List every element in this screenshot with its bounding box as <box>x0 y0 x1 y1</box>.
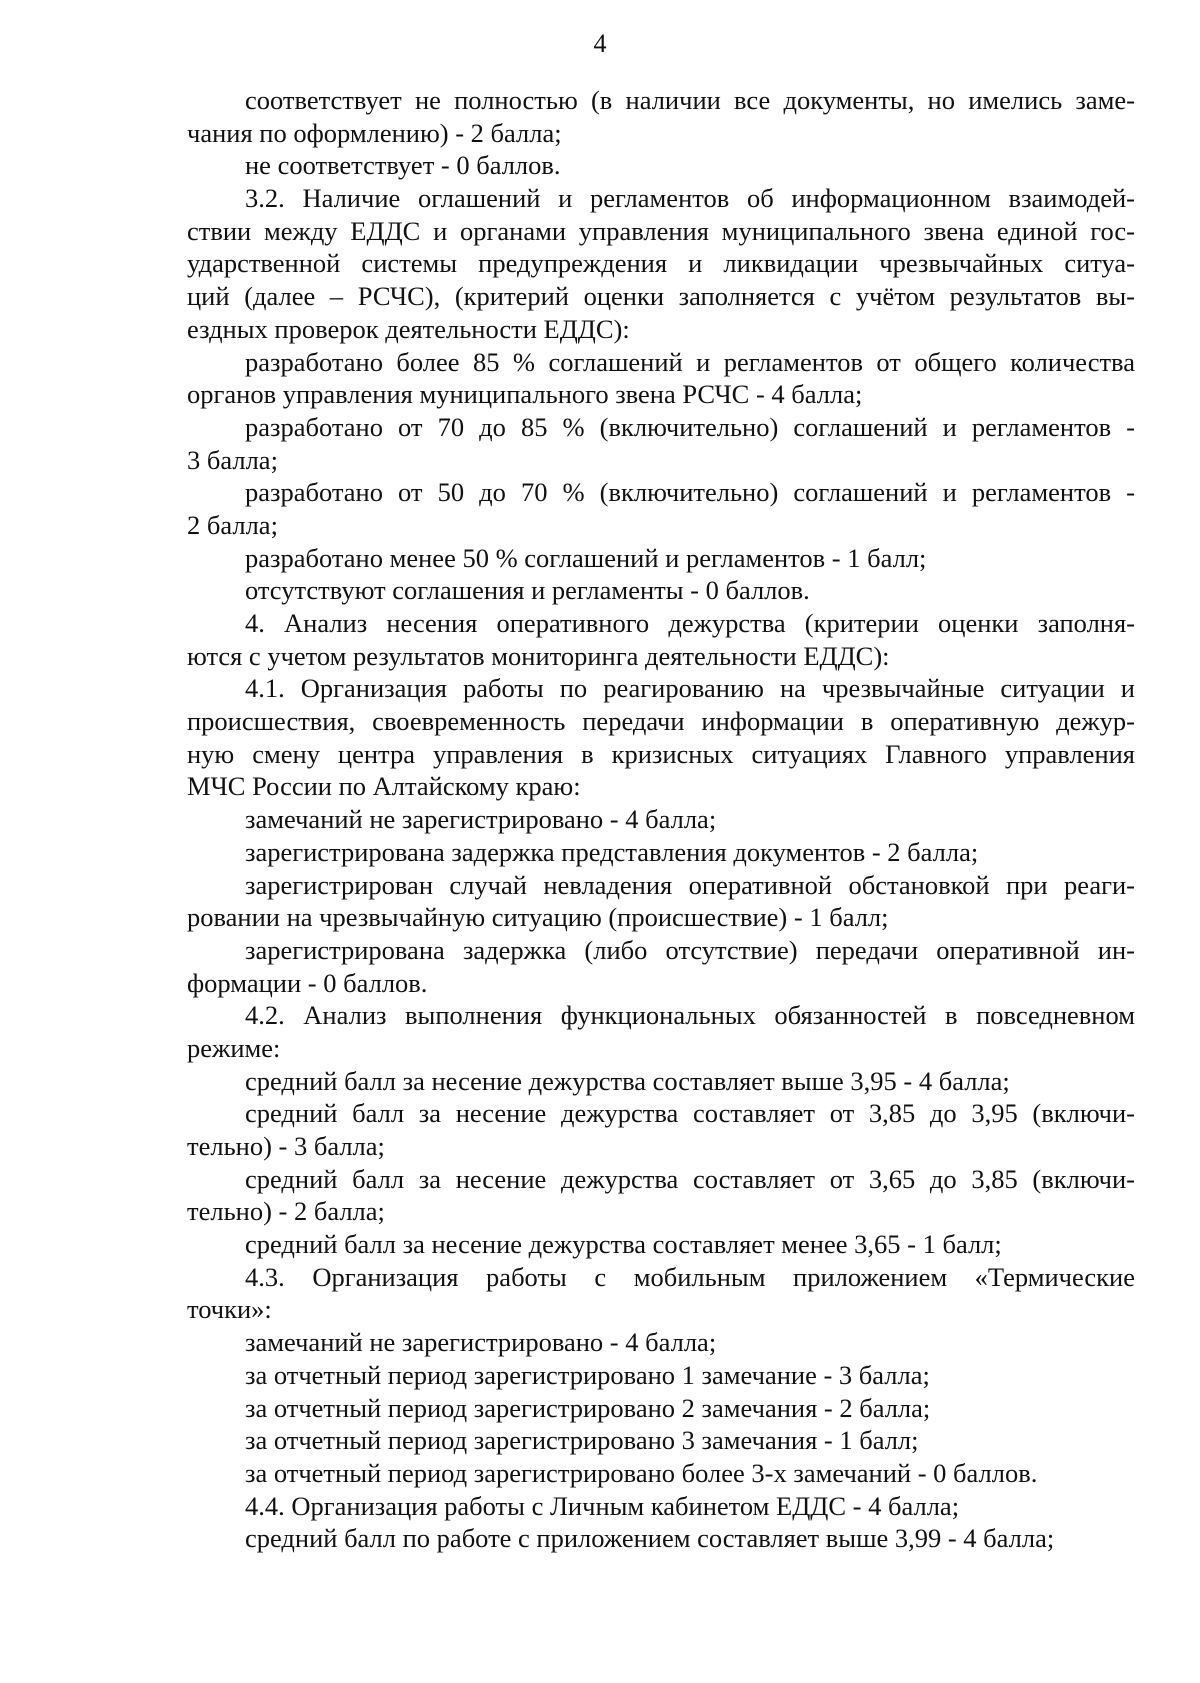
text-line: точки»: <box>187 1294 272 1325</box>
text-line: ствии между ЕДДС и органами управления муниципального звена единой гос- <box>187 215 1135 246</box>
text-line: средний балл за несение дежурства составляет от 3,85 до 3,95 (включи- <box>245 1098 1135 1129</box>
text-line: замечаний не зарегистрировано - 4 балла; <box>245 804 717 835</box>
text-line: средний балл за несение дежурства составляет менее 3,65 - 1 балл; <box>245 1229 1002 1260</box>
text-line: средний балл за несение дежурства составляет от 3,65 до 3,85 (включи- <box>245 1163 1135 1194</box>
text-line: режиме: <box>187 1032 281 1063</box>
text-line: ются с учетом результатов мониторинга деятельности ЕДДС): <box>187 640 890 671</box>
text-line: замечаний не зарегистрировано - 4 балла; <box>245 1327 717 1358</box>
text-line: 4.1. Организация работы по реагированию на чрезвычайные ситуации и <box>245 673 1135 704</box>
document-body <box>187 84 1135 1555</box>
text-line: не соответствует - 0 баллов. <box>245 150 561 181</box>
text-line: тельно) - 3 балла; <box>187 1131 385 1161</box>
text-line: разработано от 50 до 70 % (включительно) соглашений и регламентов - <box>245 477 1135 508</box>
text-line: разработано от 70 до 85 % (включительно) соглашений и регламентов - <box>245 411 1135 442</box>
text-line: ударственной системы предупреждения и ликвидации чрезвычайных ситуа- <box>187 248 1135 279</box>
text-line: 4.2. Анализ выполнения функциональных обязанностей в повседневном <box>245 1000 1135 1031</box>
text-line: 4.3. Организация работы с мобильным приложением «Термические <box>245 1261 1135 1292</box>
page-number: 4 <box>593 29 607 58</box>
text-line: зарегистрирована задержка представления документов - 2 балла; <box>245 836 979 867</box>
text-line: за отчетный период зарегистрировано 2 замечания - 2 балла; <box>245 1392 931 1423</box>
text-line: органов управления муниципального звена РСЧС - 4 балла; <box>187 379 863 410</box>
text-line: 4. Анализ несения оперативного дежурства (критерии оценки заполня- <box>245 608 1135 638</box>
text-line: за отчетный период зарегистрировано 3 замечания - 1 балл; <box>245 1425 919 1456</box>
text-line: происшествия, своевременность передачи информации в оперативную дежур- <box>187 706 1135 737</box>
text-line: МЧС России по Алтайскому краю: <box>187 771 581 802</box>
text-line: разработано менее 50 % соглашений и регламентов - 1 балл; <box>245 542 927 573</box>
text-line: 2 балла; <box>187 509 278 540</box>
text-line: тельно) - 2 балла; <box>187 1196 385 1227</box>
text-line: ездных проверок деятельности ЕДДС): <box>187 313 630 344</box>
text-line: чания по оформлению) - 2 балла; <box>187 117 562 148</box>
text-line: зарегистрирован случай невладения оперативной обстановкой при реаги- <box>245 869 1135 900</box>
text-line: 3 балла; <box>187 444 278 475</box>
text-line: зарегистрирована задержка (либо отсутствие) передачи оперативной ин- <box>245 934 1135 965</box>
text-line: за отчетный период зарегистрировано более 3-х замечаний - 0 баллов. <box>245 1457 1038 1488</box>
text-line: формации - 0 баллов. <box>187 967 428 998</box>
text-line: ную смену центра управления в кризисных ситуациях Главного управления <box>187 738 1135 769</box>
text-line: средний балл за несение дежурства составляет выше 3,95 - 4 балла; <box>245 1065 1010 1096</box>
text-line: 3.2. Наличие оглашений и регламентов об информационном взаимодей- <box>245 183 1135 214</box>
text-line: разработано более 85 % соглашений и регламентов от общего количества <box>245 346 1135 377</box>
text-line: за отчетный период зарегистрировано 1 замечание - 3 балла; <box>245 1359 930 1390</box>
text-line: ций (далее – РСЧС), (критерий оценки заполняется с учётом результатов вы- <box>187 281 1135 312</box>
text-line: средний балл по работе с приложением составляет выше 3,99 - 4 балла; <box>245 1523 1055 1554</box>
text-line: ровании на чрезвычайную ситуацию (происшествие) - 1 балл; <box>187 902 889 933</box>
text-line: отсутствуют соглашения и регламенты - 0 баллов. <box>245 575 810 606</box>
text-line: соответствует не полностью (в наличии все документы, но имелись заме- <box>245 85 1135 115</box>
text-line: 4.4. Организация работы с Личным кабинетом ЕДДС - 4 балла; <box>245 1490 960 1521</box>
